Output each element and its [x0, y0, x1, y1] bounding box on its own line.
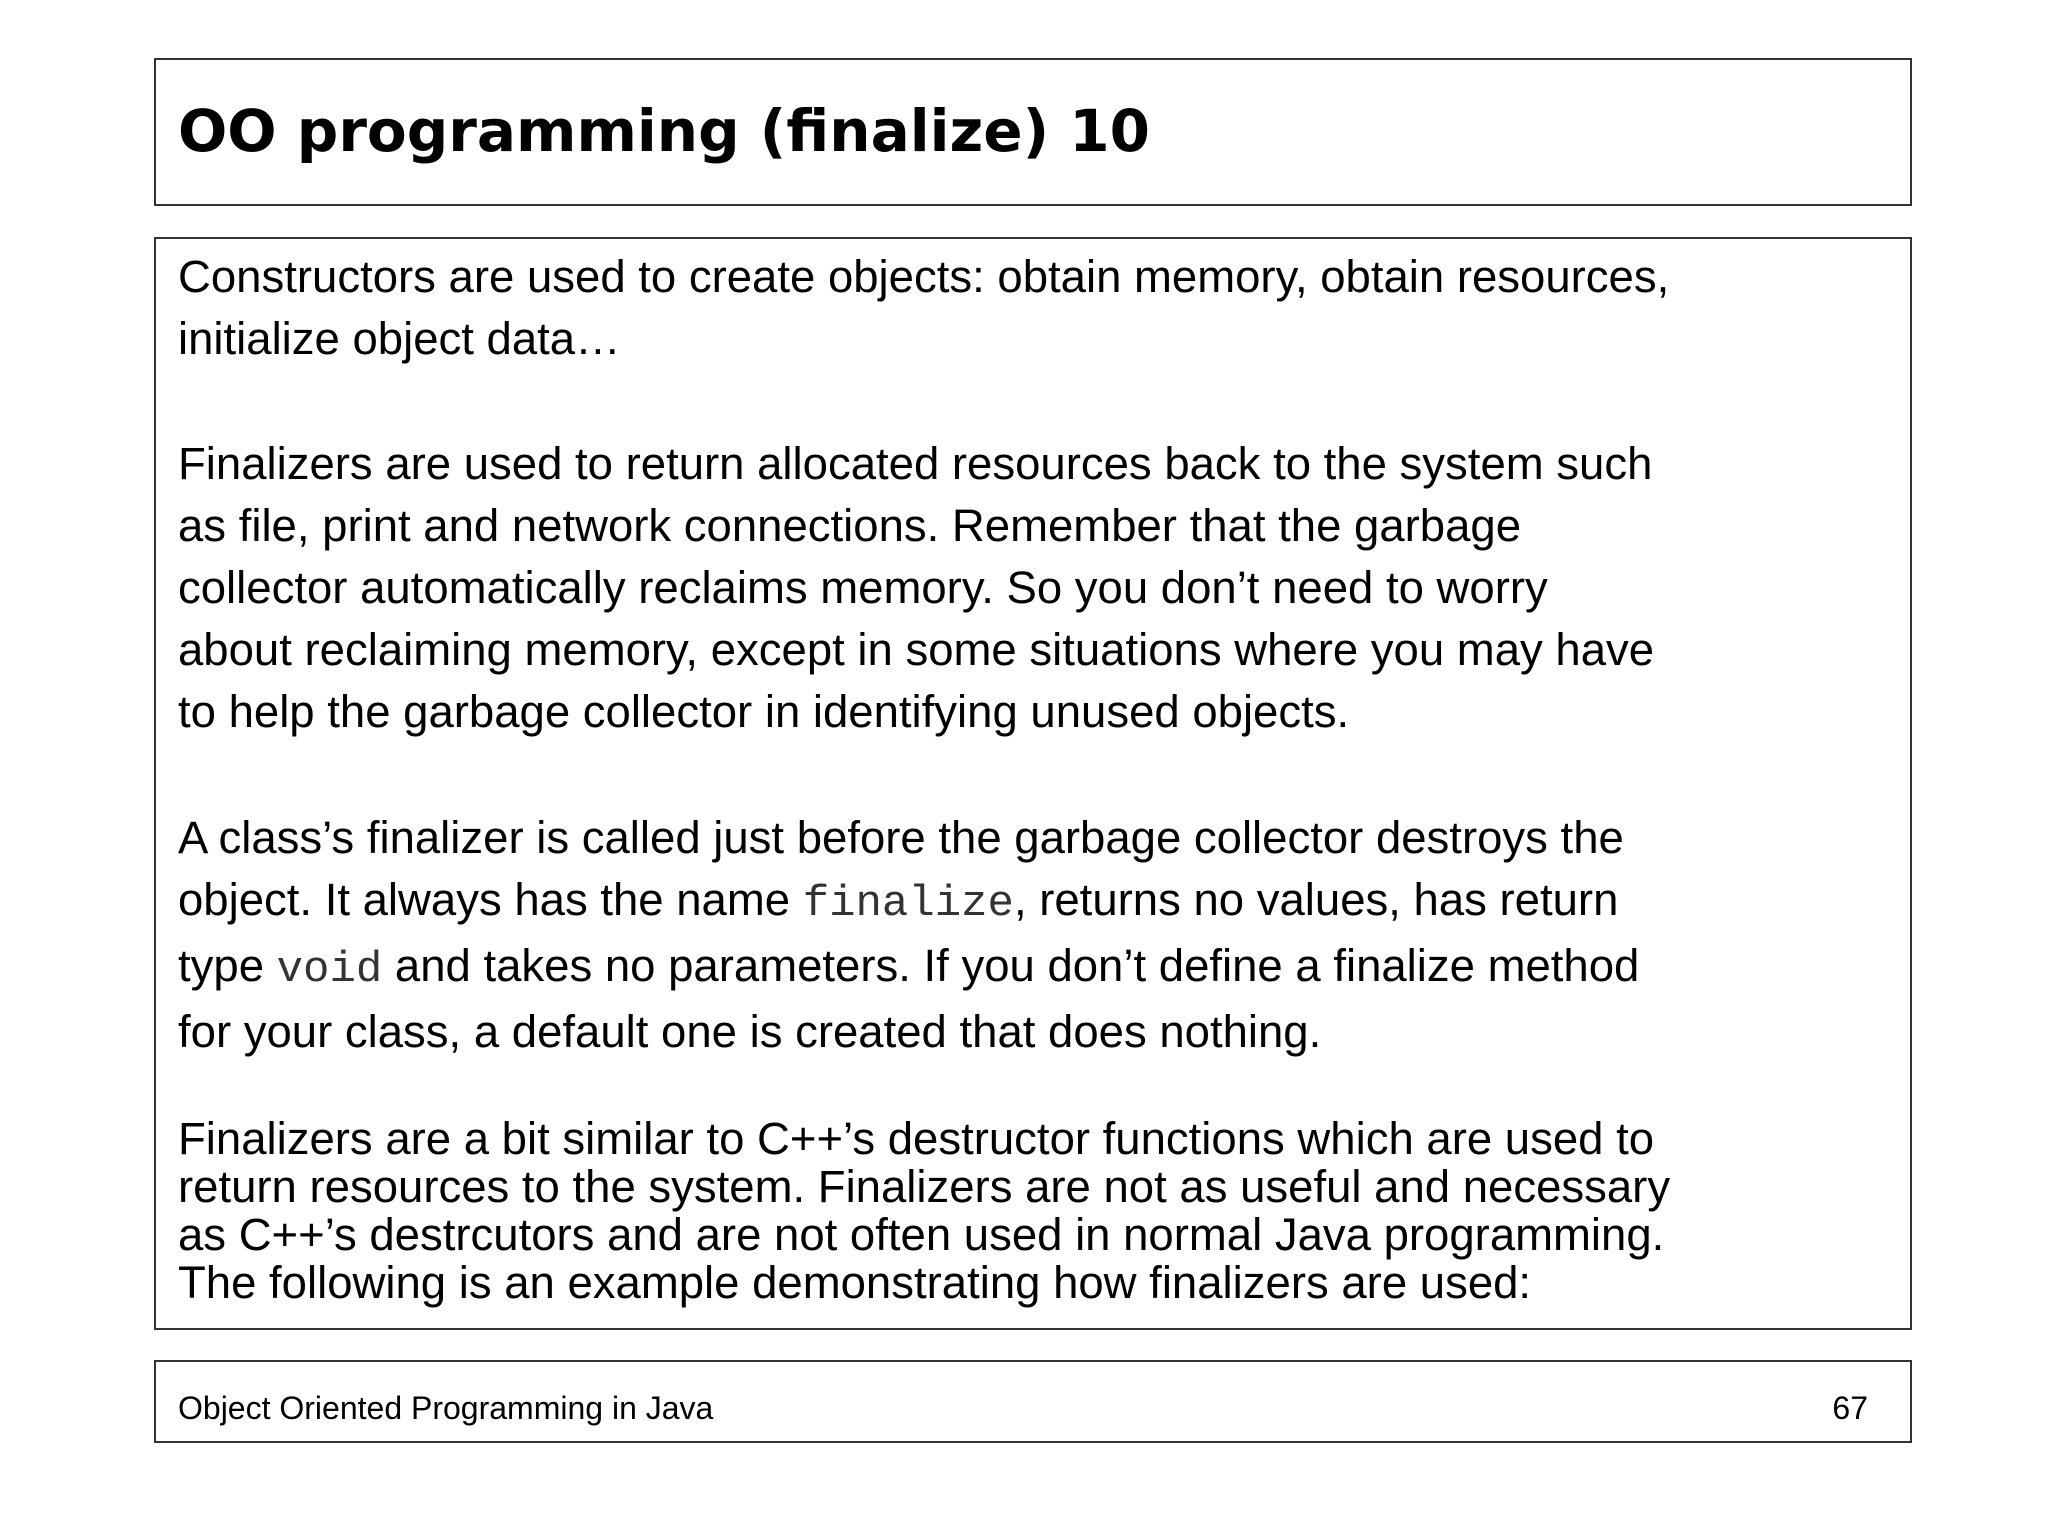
code-finalize: finalize [802, 879, 1014, 929]
footer-course-title: Object Oriented Programming in Java [178, 1390, 714, 1426]
text-line-with-code [178, 869, 1639, 935]
code-void: void [276, 945, 383, 995]
text-line: as C++’s destrcutors and are not often used in normal Java programming. [178, 1209, 1665, 1260]
title-box [154, 58, 1912, 206]
text-line: to help the garbage collector in identifying unused objects. [178, 686, 1350, 737]
text-line: The following is an example demonstrating how finalizers are used: [178, 1257, 1532, 1308]
text-line: return resources to the system. Finalizers are not as useful and necessary [178, 1161, 1671, 1212]
text-line: Constructors are used to create objects: obtain memory, obtain resources, [178, 251, 1670, 302]
text-fragment: object. It always has the name [178, 874, 803, 925]
text-line-with-code [178, 935, 1639, 1001]
text-line: A class’s finalizer is called just before the garbage collector destroys the [178, 812, 1624, 863]
text-line: collector automatically reclaims memory. So you don’t need to worry [178, 562, 1548, 613]
text-line: initialize object data… [178, 313, 621, 364]
text-line: about reclaiming memory, except in some situations where you may have [178, 624, 1655, 675]
text-fragment: , returns no values, has return [1013, 874, 1619, 925]
text-line: Finalizers are a bit similar to C++’s destructor functions which are used to [178, 1113, 1655, 1164]
body-box [154, 237, 1912, 1330]
footer-box [154, 1360, 1912, 1443]
text-line: Finalizers are used to return allocated resources back to the system such [178, 438, 1653, 489]
paragraph-finalizers-purpose [178, 433, 1654, 743]
text-line: as file, print and network connections. Remember that the garbage [178, 500, 1522, 551]
text-fragment: and takes no parameters. If you don’t define a finalize method [382, 940, 1640, 991]
page-number: 67 [1832, 1390, 1868, 1426]
text-line: for your class, a default one is created that does nothing. [178, 1006, 1322, 1057]
text-fragment: type [178, 940, 277, 991]
slide-title: OO programming (finalize) 10 [178, 97, 1150, 165]
paragraph-constructors [178, 246, 1669, 370]
paragraph-finalizer-definition [178, 807, 1639, 1063]
paragraph-cpp-comparison [178, 1115, 1670, 1307]
